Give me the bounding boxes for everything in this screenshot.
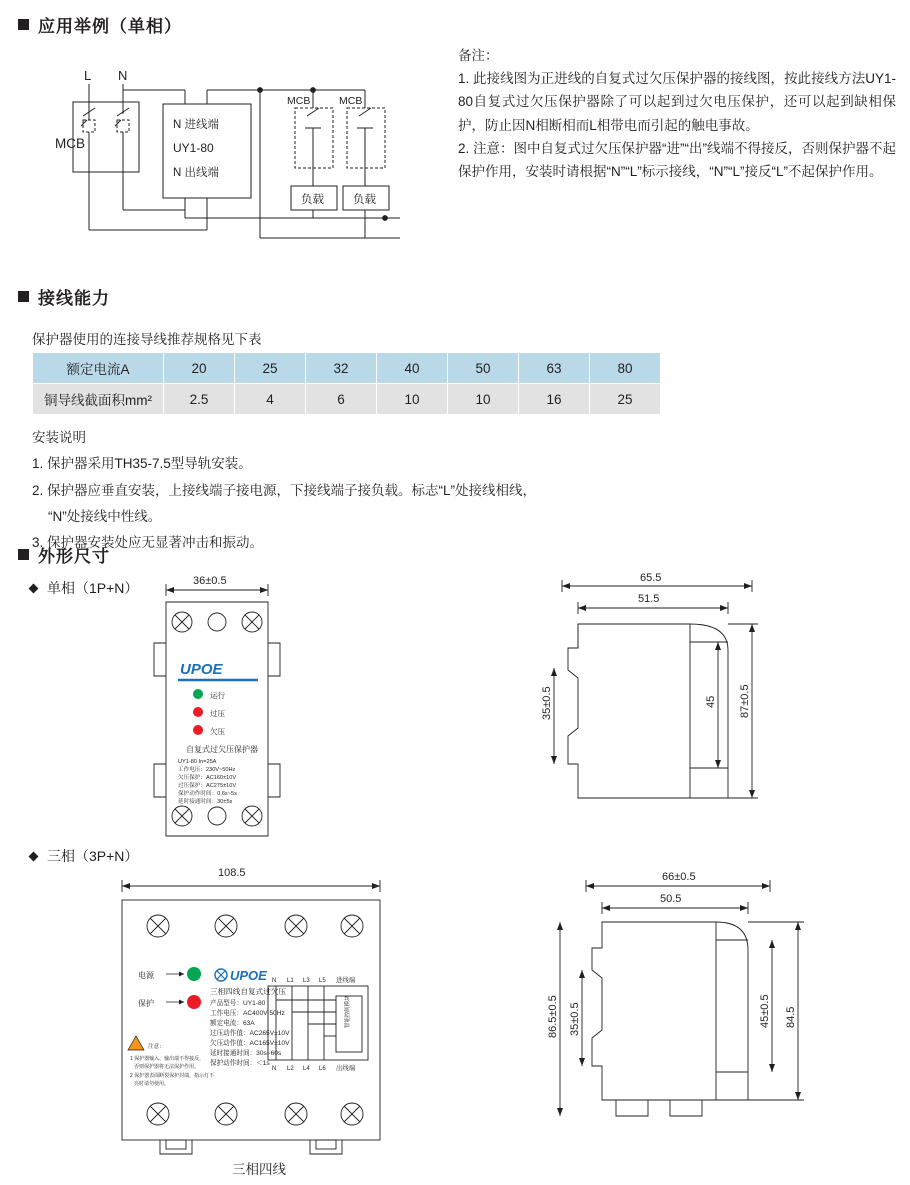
dim-three-side-mid: 50.5 bbox=[660, 893, 682, 905]
spec-line: 工作电压：AC400V 50Hz bbox=[210, 1010, 285, 1017]
warn-line: 亮时请勿使用。 bbox=[134, 1081, 170, 1087]
dim-single-width: 36±0.5 bbox=[193, 575, 227, 587]
cell-area: 16 bbox=[519, 384, 590, 415]
spec-line: 保护动作时间：＜1s bbox=[210, 1060, 270, 1067]
label-load-2: 负载 bbox=[353, 194, 376, 206]
cell-area: 10 bbox=[377, 384, 448, 415]
note-line-2: 2. 注意：图中自复式过欠压保护器“进”“出”线端不得接反，否则保护器不起保护作用，安装时请根据“N”“L”标示接线，“N”“L”接反“L”不起保护作用。 bbox=[458, 140, 896, 180]
spec-line: UY1-80 In=25A bbox=[178, 759, 217, 765]
label-MCB-main: MCB bbox=[55, 136, 85, 151]
install-line-2: 2. 保护器应垂直安装，上接线端子接电源，下接线端子接负载。标志“L”处接线相线， bbox=[32, 482, 537, 498]
warn-title: 注意： bbox=[148, 1044, 165, 1050]
led-protect-icon bbox=[187, 995, 201, 1009]
section-title-wiring bbox=[18, 284, 110, 309]
terminal-label: L1 bbox=[287, 978, 294, 984]
row-header-current: 额定电流A bbox=[33, 353, 164, 384]
led-run-icon bbox=[193, 689, 203, 699]
single-phase-side-view bbox=[540, 568, 850, 851]
terminal-label: N bbox=[272, 978, 277, 984]
warn-line: 否则保护器将无法保护作用。 bbox=[134, 1064, 200, 1070]
cell-current: 32 bbox=[306, 353, 377, 384]
spec-line: 保护动作时间：0.6s~5s bbox=[178, 791, 237, 797]
dim-three-side-r2: 84.5 bbox=[785, 1006, 797, 1028]
label-MCB-3: MCB bbox=[339, 95, 363, 107]
led-label-under: 欠压 bbox=[210, 727, 225, 736]
label-load-1: 负载 bbox=[301, 194, 324, 206]
spec-line: 延时接通时间：30±5s bbox=[178, 799, 233, 805]
note-line-1: 1. 此接线图为正进线的自复式过欠压保护器的接线图，按此接线方法UY1-80自复式过欠压保护器除了可以起到过欠电压保护，还可以起到缺相保护，防止因N相断相而L相带电而引起的触电事故。 bbox=[458, 71, 896, 133]
dim-side-top: 65.5 bbox=[640, 572, 662, 584]
device-title-single: 自复式过欠压保护器 bbox=[186, 745, 258, 754]
dim-three-width: 108.5 bbox=[218, 868, 246, 879]
dim-side-left: 35±0.5 bbox=[541, 686, 553, 720]
led-under-icon bbox=[193, 725, 203, 735]
install-line-3: “N”处接线中性线。 bbox=[48, 508, 162, 524]
cell-current: 50 bbox=[448, 353, 519, 384]
spec-line: 欠压保护：AC160±10V bbox=[178, 775, 237, 781]
section-title-application bbox=[18, 12, 182, 37]
dim-side-r2: 87±0.5 bbox=[739, 684, 751, 718]
table-row bbox=[33, 353, 661, 384]
cell-area: 4 bbox=[235, 384, 306, 415]
dim-three-side-l2: 35±0.5 bbox=[569, 1002, 581, 1036]
dim-three-side-r1: 45±0.5 bbox=[759, 994, 771, 1028]
three-phase-front-view bbox=[100, 868, 410, 1161]
section-bullet-icon bbox=[18, 549, 29, 560]
cell-current: 40 bbox=[377, 353, 448, 384]
label-MCB-2: MCB bbox=[287, 95, 311, 107]
three-phase-side-view bbox=[520, 860, 860, 1163]
diamond-bullet-icon bbox=[29, 851, 39, 861]
cell-current: 20 bbox=[164, 353, 235, 384]
label-in-terminal: N 进线端 bbox=[173, 119, 219, 131]
spec-line: 产品型号：UY1-80 bbox=[210, 1000, 266, 1007]
led-label-run: 运行 bbox=[210, 691, 225, 700]
section-title-text: 应用举例（单相） bbox=[38, 17, 182, 36]
cell-area: 10 bbox=[448, 384, 519, 415]
row-header-area: 铜导线截面积mm² bbox=[33, 384, 164, 415]
spec-line: 过压动作值：AC265V±10V bbox=[210, 1030, 290, 1037]
diamond-bullet-icon bbox=[29, 583, 39, 593]
cell-area: 2.5 bbox=[164, 384, 235, 415]
label-N: N bbox=[118, 70, 128, 83]
cell-current: 25 bbox=[235, 353, 306, 384]
cell-area: 6 bbox=[306, 384, 377, 415]
led-power-icon bbox=[187, 967, 201, 981]
terminal-label: L2 bbox=[287, 1066, 294, 1072]
spec-line: 过压保护：AC275±10V bbox=[178, 783, 237, 789]
section-bullet-icon bbox=[18, 19, 29, 30]
cell-current: 63 bbox=[519, 353, 590, 384]
subsection-single-phase bbox=[30, 578, 138, 598]
terminal-label: L3 bbox=[303, 978, 310, 984]
wiring-capacity-table bbox=[32, 352, 661, 415]
terminal-label: L6 bbox=[319, 1066, 326, 1072]
terminal-label: L5 bbox=[319, 978, 326, 984]
subsection-three-phase bbox=[30, 846, 138, 866]
inner-chip-label: 智能控制模块 bbox=[345, 995, 351, 1028]
dim-side-r1: 45 bbox=[705, 695, 717, 708]
device-title-three: 三相四线自复式过欠压 bbox=[210, 987, 286, 996]
spec-line: 工作电压：230V~50Hz bbox=[178, 767, 236, 773]
label-power: 电源 bbox=[138, 971, 154, 980]
section-title-text: 接线能力 bbox=[38, 289, 110, 308]
spec-line: 欠压动作值：AC165V±10V bbox=[210, 1040, 290, 1047]
install-line-4: 3. 保护器安装处应无显著冲击和振动。 bbox=[32, 535, 264, 551]
spec-line: 额定电流：63A bbox=[210, 1020, 255, 1027]
wiring-subtitle: 保护器使用的连接导线推荐规格见下表 bbox=[32, 332, 262, 347]
terminal-group-label-top: 进线端 bbox=[336, 977, 356, 984]
install-line-1: 1. 保护器采用TH35-7.5型导轨安装。 bbox=[32, 456, 252, 472]
brand-logo-single: UPOE bbox=[180, 661, 223, 678]
label-protect: 保护 bbox=[138, 999, 154, 1008]
spec-line: 延时接通时间：30s~60s bbox=[210, 1050, 282, 1057]
brand-logo-three: UPOE bbox=[230, 968, 267, 983]
section-title-dimensions bbox=[18, 542, 110, 567]
three-phase-caption: 三相四线 bbox=[232, 1162, 286, 1177]
install-instructions bbox=[32, 425, 536, 557]
terminal-group-label-bottom: 出线端 bbox=[336, 1065, 356, 1072]
warn-line: 2 保护器表面断裂保护封端，指示灯不 bbox=[130, 1073, 215, 1079]
section-title-text: 外形尺寸 bbox=[38, 547, 110, 566]
dim-side-mid: 51.5 bbox=[638, 593, 660, 605]
subsection-label: 三相（3P+N） bbox=[47, 848, 139, 864]
terminal-label: L4 bbox=[303, 1066, 310, 1072]
dim-three-side-l1: 86.5±0.5 bbox=[547, 995, 559, 1038]
application-circuit-diagram bbox=[55, 70, 445, 260]
label-model: UY1-80 bbox=[173, 141, 214, 155]
install-title: 安装说明 bbox=[32, 430, 86, 445]
cell-current: 80 bbox=[590, 353, 661, 384]
warn-line: 1 保护器输入、输出端不得接反， bbox=[130, 1056, 205, 1062]
note-heading: 备注： bbox=[458, 48, 499, 63]
led-over-icon bbox=[193, 707, 203, 717]
note-block bbox=[458, 44, 896, 183]
label-L: L bbox=[84, 70, 92, 83]
dim-three-side-top: 66±0.5 bbox=[662, 871, 696, 883]
led-label-over: 过压 bbox=[210, 709, 225, 718]
section-bullet-icon bbox=[18, 291, 29, 302]
label-out-terminal: N 出线端 bbox=[173, 167, 219, 179]
subsection-label: 单相（1P+N） bbox=[47, 580, 139, 596]
table-row bbox=[33, 384, 661, 415]
terminal-label: N bbox=[272, 1066, 277, 1072]
single-phase-front-view bbox=[150, 568, 350, 856]
cell-area: 25 bbox=[590, 384, 661, 415]
